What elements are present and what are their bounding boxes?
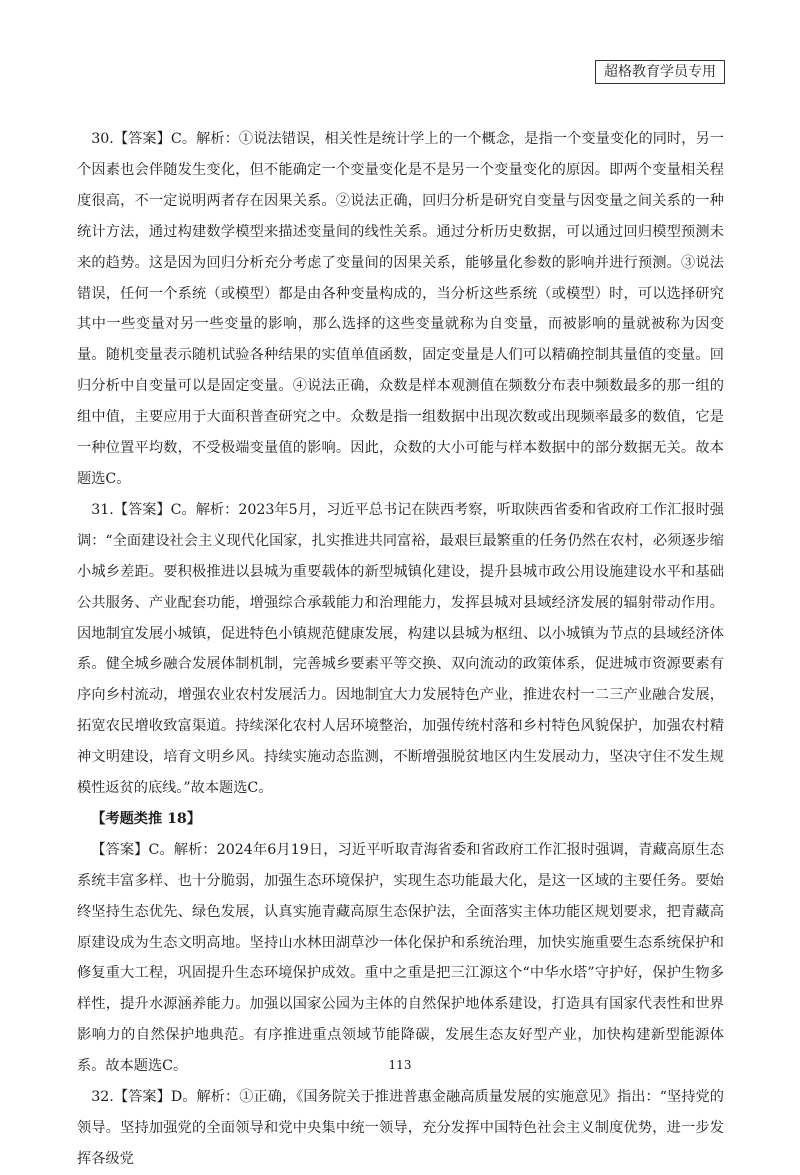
document-body — [77, 124, 724, 1175]
page-number: 113 — [388, 1058, 412, 1072]
header-label: 超格教育学员专用 — [595, 60, 725, 84]
section-title: 【考题类推 18】 — [91, 810, 201, 827]
answer-paragraph-18: 【答案】C。解析：2024年6月19日，习近平听取青海省委和省政府工作汇报时强调，青藏高原生态系统丰富多样、也十分脆弱，加强生态环境保护，实现生态功能最大化，是这一区域的主要任务。要始终坚持生态优先、绿色发展，认真实施青藏高原生态保护法，全面落实主体功能区规划要求，把青藏高原建设成为生态文明高地。坚持山水林田湖草沙一体化保护和系统治理，加快实施重要生态系统保护和修复重大工程，巩固提升生态环境保护成效。重中之重是把三江源这个“中华水塔”守护好，保护生物多样性，提升水源涵养能力。加强以国家公园为主体的自然保护地体系建设，打造具有国家代表性和世界影响力的自然保护地典范。有序推进重点领域节能降碳，发展生态友好型产业，加快构建新型能源体系。故本题选C。 — [77, 841, 724, 1075]
answer-paragraph-32: 32.【答案】D。解析：①正确，《国务院关于推进普惠金融高质量发展的实施意见》指出：“坚持党的领导。坚持加强党的全面领导和党中央集中统一领导，充分发挥中国特色社会主义制度优势，进一步发挥各级党 — [77, 1089, 724, 1167]
answer-paragraph-30: 30.【答案】C。解析：①说法错误，相关性是统计学上的一个概念，是指一个变量变化的同时，另一个因素也会伴随发生变化，但不能确定一个变量变化是不是另一个变量变化的原因。即两个变量相关程度很高，不一定说明两者存在因果关系。②说法正确，回归分析是研究自变量与因变量之间关系的一种统计方法，通过构建数学模型来描述变量间的线性关系。通过分析历史数据，可以通过回归模型预测未来的趋势。这是因为回归分析充分考虑了变量间的因果关系，能够量化参数的影响并进行预测。③说法错误，任何一个系统（或模型）都是由各种变量构成的，当分析这些系统（或模型）时，可以选择研究其中一些变量对另一些变量的影响，那么选择的这些变量就称为自变量，而被影响的量就被称为因变量。随机变量表示随机试验各种结果的实值单值函数，固定变量是人们可以精确控制其量值的变量。回归分析中自变量可以是固定变量。④说法正确，众数是样本观测值在频数分布表中频数最多的那一组的组中值，主要应用于大面积普查研究之中。众数是指一组数据中出现次数或出现频率最多的数值，它是一种位置平均数，不受极端变量值的影响。因此，众数的大小可能与样本数据中的部分数据无关。故本题选C。 — [77, 131, 724, 487]
answer-paragraph-31: 31.【答案】C。解析：2023年5月，习近平总书记在陕西考察，听取陕西省委和省政府工作汇报时强调：“全面建设社会主义现代化国家，扎实推进共同富裕，最艰巨最繁重的任务仍然在农村，必须逐步缩小城乡差距。要积极推进以县城为重要载体的新型城镇化建设，提升县城市政公用设施建设水平和基础公共服务、产业配套功能，增强综合承载能力和治理能力，发挥县城对县域经济发展的辐射带动作用。因地制宜发展小城镇，促进特色小镇规范健康发展，构建以县城为枢纽、以小城镇为节点的县域经济体系。健全城乡融合发展体制机制，完善城乡要素平等交换、双向流动的政策体系，促进城市资源要素有序向乡村流动，增强农业农村发展活力。因地制宜大力发展特色产业，推进农村一二三产业融合发展，拓宽农民增收致富渠道。持续深化农村人居环境整治，加强传统村落和乡村特色风貌保护，加强农村精神文明建设，培育文明乡风。持续实施动态监测，不断增强脱贫地区内生发展动力，坚决守住不发生规模性返贫的底线。”故本题选C。 — [77, 501, 724, 797]
